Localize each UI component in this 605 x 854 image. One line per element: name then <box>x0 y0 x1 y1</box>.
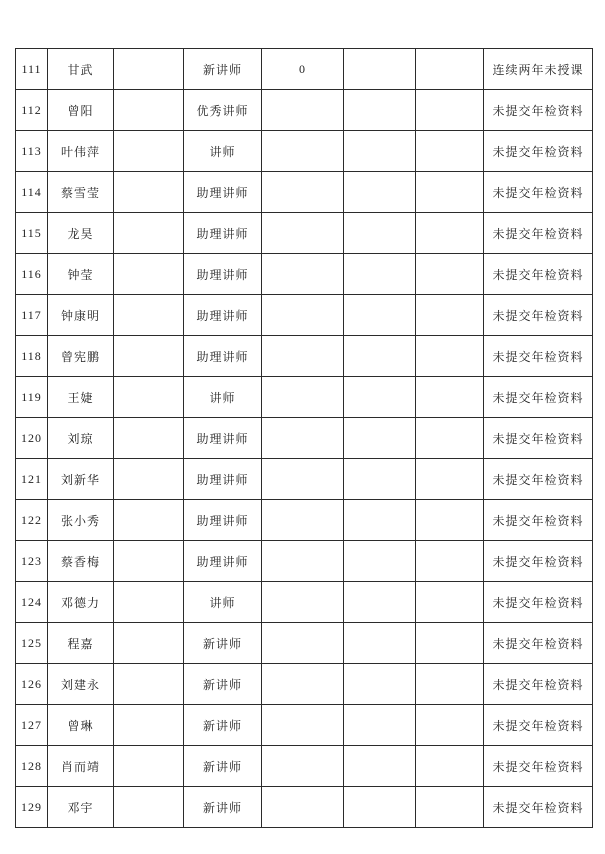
remark-cell: 未提交年检资料 <box>484 377 593 418</box>
remark-cell: 未提交年检资料 <box>484 90 593 131</box>
empty-cell <box>114 500 184 541</box>
empty-cell <box>114 623 184 664</box>
remark-cell: 未提交年检资料 <box>484 787 593 828</box>
empty-cell <box>114 295 184 336</box>
empty-cell <box>416 623 484 664</box>
row-number-cell: 124 <box>16 582 48 623</box>
row-number-cell: 120 <box>16 418 48 459</box>
name-cell: 刘新华 <box>48 459 114 500</box>
row-number-cell: 121 <box>16 459 48 500</box>
remark-cell: 未提交年检资料 <box>484 418 593 459</box>
value-cell <box>262 500 344 541</box>
table-row <box>16 787 593 828</box>
table-row <box>16 49 593 90</box>
value-cell <box>262 295 344 336</box>
value-cell <box>262 623 344 664</box>
remark-cell: 未提交年检资料 <box>484 582 593 623</box>
row-number-cell: 113 <box>16 131 48 172</box>
table-row <box>16 500 593 541</box>
empty-cell <box>344 49 416 90</box>
empty-cell <box>416 746 484 787</box>
value-cell <box>262 90 344 131</box>
empty-cell <box>114 336 184 377</box>
empty-cell <box>416 459 484 500</box>
row-number-cell: 119 <box>16 377 48 418</box>
empty-cell <box>344 459 416 500</box>
title-cell: 助理讲师 <box>184 172 262 213</box>
empty-cell <box>416 213 484 254</box>
remark-cell: 未提交年检资料 <box>484 213 593 254</box>
title-cell: 新讲师 <box>184 623 262 664</box>
remark-cell: 未提交年检资料 <box>484 541 593 582</box>
value-cell <box>262 582 344 623</box>
empty-cell <box>344 623 416 664</box>
empty-cell <box>344 582 416 623</box>
remark-cell: 未提交年检资料 <box>484 254 593 295</box>
name-cell: 蔡香梅 <box>48 541 114 582</box>
value-cell <box>262 418 344 459</box>
empty-cell <box>344 787 416 828</box>
empty-cell <box>416 377 484 418</box>
name-cell: 邓宇 <box>48 787 114 828</box>
row-number-cell: 117 <box>16 295 48 336</box>
name-cell: 甘武 <box>48 49 114 90</box>
empty-cell <box>114 131 184 172</box>
empty-cell <box>114 377 184 418</box>
name-cell: 钟康明 <box>48 295 114 336</box>
remark-cell: 未提交年检资料 <box>484 131 593 172</box>
empty-cell <box>114 459 184 500</box>
empty-cell <box>416 336 484 377</box>
empty-cell <box>416 49 484 90</box>
empty-cell <box>114 582 184 623</box>
value-cell <box>262 377 344 418</box>
name-cell: 刘琼 <box>48 418 114 459</box>
row-number-cell: 114 <box>16 172 48 213</box>
empty-cell <box>416 254 484 295</box>
title-cell: 新讲师 <box>184 787 262 828</box>
empty-cell <box>114 787 184 828</box>
table-row <box>16 254 593 295</box>
table-row <box>16 418 593 459</box>
empty-cell <box>416 90 484 131</box>
value-cell <box>262 705 344 746</box>
empty-cell <box>344 418 416 459</box>
remark-cell: 未提交年检资料 <box>484 746 593 787</box>
title-cell: 新讲师 <box>184 705 262 746</box>
table-row <box>16 131 593 172</box>
row-number-cell: 116 <box>16 254 48 295</box>
remark-cell: 未提交年检资料 <box>484 295 593 336</box>
value-cell <box>262 541 344 582</box>
title-cell: 助理讲师 <box>184 459 262 500</box>
empty-cell <box>114 664 184 705</box>
table-row <box>16 623 593 664</box>
title-cell: 讲师 <box>184 377 262 418</box>
table-row <box>16 541 593 582</box>
empty-cell <box>114 418 184 459</box>
empty-cell <box>114 746 184 787</box>
row-number-cell: 127 <box>16 705 48 746</box>
title-cell: 助理讲师 <box>184 254 262 295</box>
empty-cell <box>416 295 484 336</box>
row-number-cell: 125 <box>16 623 48 664</box>
name-cell: 程嘉 <box>48 623 114 664</box>
empty-cell <box>344 377 416 418</box>
title-cell: 新讲师 <box>184 664 262 705</box>
row-number-cell: 111 <box>16 49 48 90</box>
title-cell: 讲师 <box>184 131 262 172</box>
empty-cell <box>344 213 416 254</box>
row-number-cell: 118 <box>16 336 48 377</box>
value-cell: 0 <box>262 49 344 90</box>
remark-cell: 未提交年检资料 <box>484 705 593 746</box>
title-cell: 助理讲师 <box>184 500 262 541</box>
empty-cell <box>344 541 416 582</box>
teacher-roster-table <box>15 48 593 828</box>
name-cell: 龙昊 <box>48 213 114 254</box>
empty-cell <box>416 664 484 705</box>
empty-cell <box>416 705 484 746</box>
table-row <box>16 459 593 500</box>
remark-cell: 未提交年检资料 <box>484 500 593 541</box>
row-number-cell: 126 <box>16 664 48 705</box>
row-number-cell: 115 <box>16 213 48 254</box>
row-number-cell: 112 <box>16 90 48 131</box>
empty-cell <box>344 254 416 295</box>
empty-cell <box>416 172 484 213</box>
name-cell: 刘建永 <box>48 664 114 705</box>
name-cell: 蔡雪莹 <box>48 172 114 213</box>
table-row <box>16 664 593 705</box>
row-number-cell: 122 <box>16 500 48 541</box>
empty-cell <box>416 500 484 541</box>
table-row <box>16 746 593 787</box>
empty-cell <box>416 418 484 459</box>
row-number-cell: 128 <box>16 746 48 787</box>
remark-cell: 未提交年检资料 <box>484 664 593 705</box>
title-cell: 助理讲师 <box>184 213 262 254</box>
row-number-cell: 129 <box>16 787 48 828</box>
name-cell: 曾琳 <box>48 705 114 746</box>
name-cell: 张小秀 <box>48 500 114 541</box>
empty-cell <box>416 787 484 828</box>
value-cell <box>262 746 344 787</box>
empty-cell <box>114 254 184 295</box>
remark-cell: 连续两年未授课 <box>484 49 593 90</box>
title-cell: 新讲师 <box>184 746 262 787</box>
empty-cell <box>114 705 184 746</box>
empty-cell <box>344 705 416 746</box>
title-cell: 助理讲师 <box>184 295 262 336</box>
remark-cell: 未提交年检资料 <box>484 336 593 377</box>
table-row <box>16 582 593 623</box>
empty-cell <box>114 213 184 254</box>
remark-cell: 未提交年检资料 <box>484 623 593 664</box>
value-cell <box>262 336 344 377</box>
empty-cell <box>344 664 416 705</box>
name-cell: 钟莹 <box>48 254 114 295</box>
name-cell: 邓德力 <box>48 582 114 623</box>
title-cell: 助理讲师 <box>184 541 262 582</box>
name-cell: 曾阳 <box>48 90 114 131</box>
table-row <box>16 172 593 213</box>
name-cell: 曾宪鹏 <box>48 336 114 377</box>
empty-cell <box>416 541 484 582</box>
empty-cell <box>344 295 416 336</box>
empty-cell <box>114 49 184 90</box>
empty-cell <box>344 131 416 172</box>
empty-cell <box>114 172 184 213</box>
name-cell: 叶伟萍 <box>48 131 114 172</box>
empty-cell <box>114 90 184 131</box>
name-cell: 肖而靖 <box>48 746 114 787</box>
table-row <box>16 90 593 131</box>
value-cell <box>262 213 344 254</box>
value-cell <box>262 664 344 705</box>
empty-cell <box>344 500 416 541</box>
empty-cell <box>416 131 484 172</box>
value-cell <box>262 131 344 172</box>
empty-cell <box>416 582 484 623</box>
title-cell: 助理讲师 <box>184 336 262 377</box>
value-cell <box>262 172 344 213</box>
table-row <box>16 336 593 377</box>
empty-cell <box>344 336 416 377</box>
empty-cell <box>114 541 184 582</box>
value-cell <box>262 254 344 295</box>
row-number-cell: 123 <box>16 541 48 582</box>
title-cell: 助理讲师 <box>184 418 262 459</box>
empty-cell <box>344 172 416 213</box>
value-cell <box>262 787 344 828</box>
table-row <box>16 295 593 336</box>
title-cell: 讲师 <box>184 582 262 623</box>
title-cell: 新讲师 <box>184 49 262 90</box>
value-cell <box>262 459 344 500</box>
empty-cell <box>344 90 416 131</box>
name-cell: 王婕 <box>48 377 114 418</box>
empty-cell <box>344 746 416 787</box>
remark-cell: 未提交年检资料 <box>484 172 593 213</box>
table-row <box>16 213 593 254</box>
table-row <box>16 705 593 746</box>
table-row <box>16 377 593 418</box>
remark-cell: 未提交年检资料 <box>484 459 593 500</box>
title-cell: 优秀讲师 <box>184 90 262 131</box>
